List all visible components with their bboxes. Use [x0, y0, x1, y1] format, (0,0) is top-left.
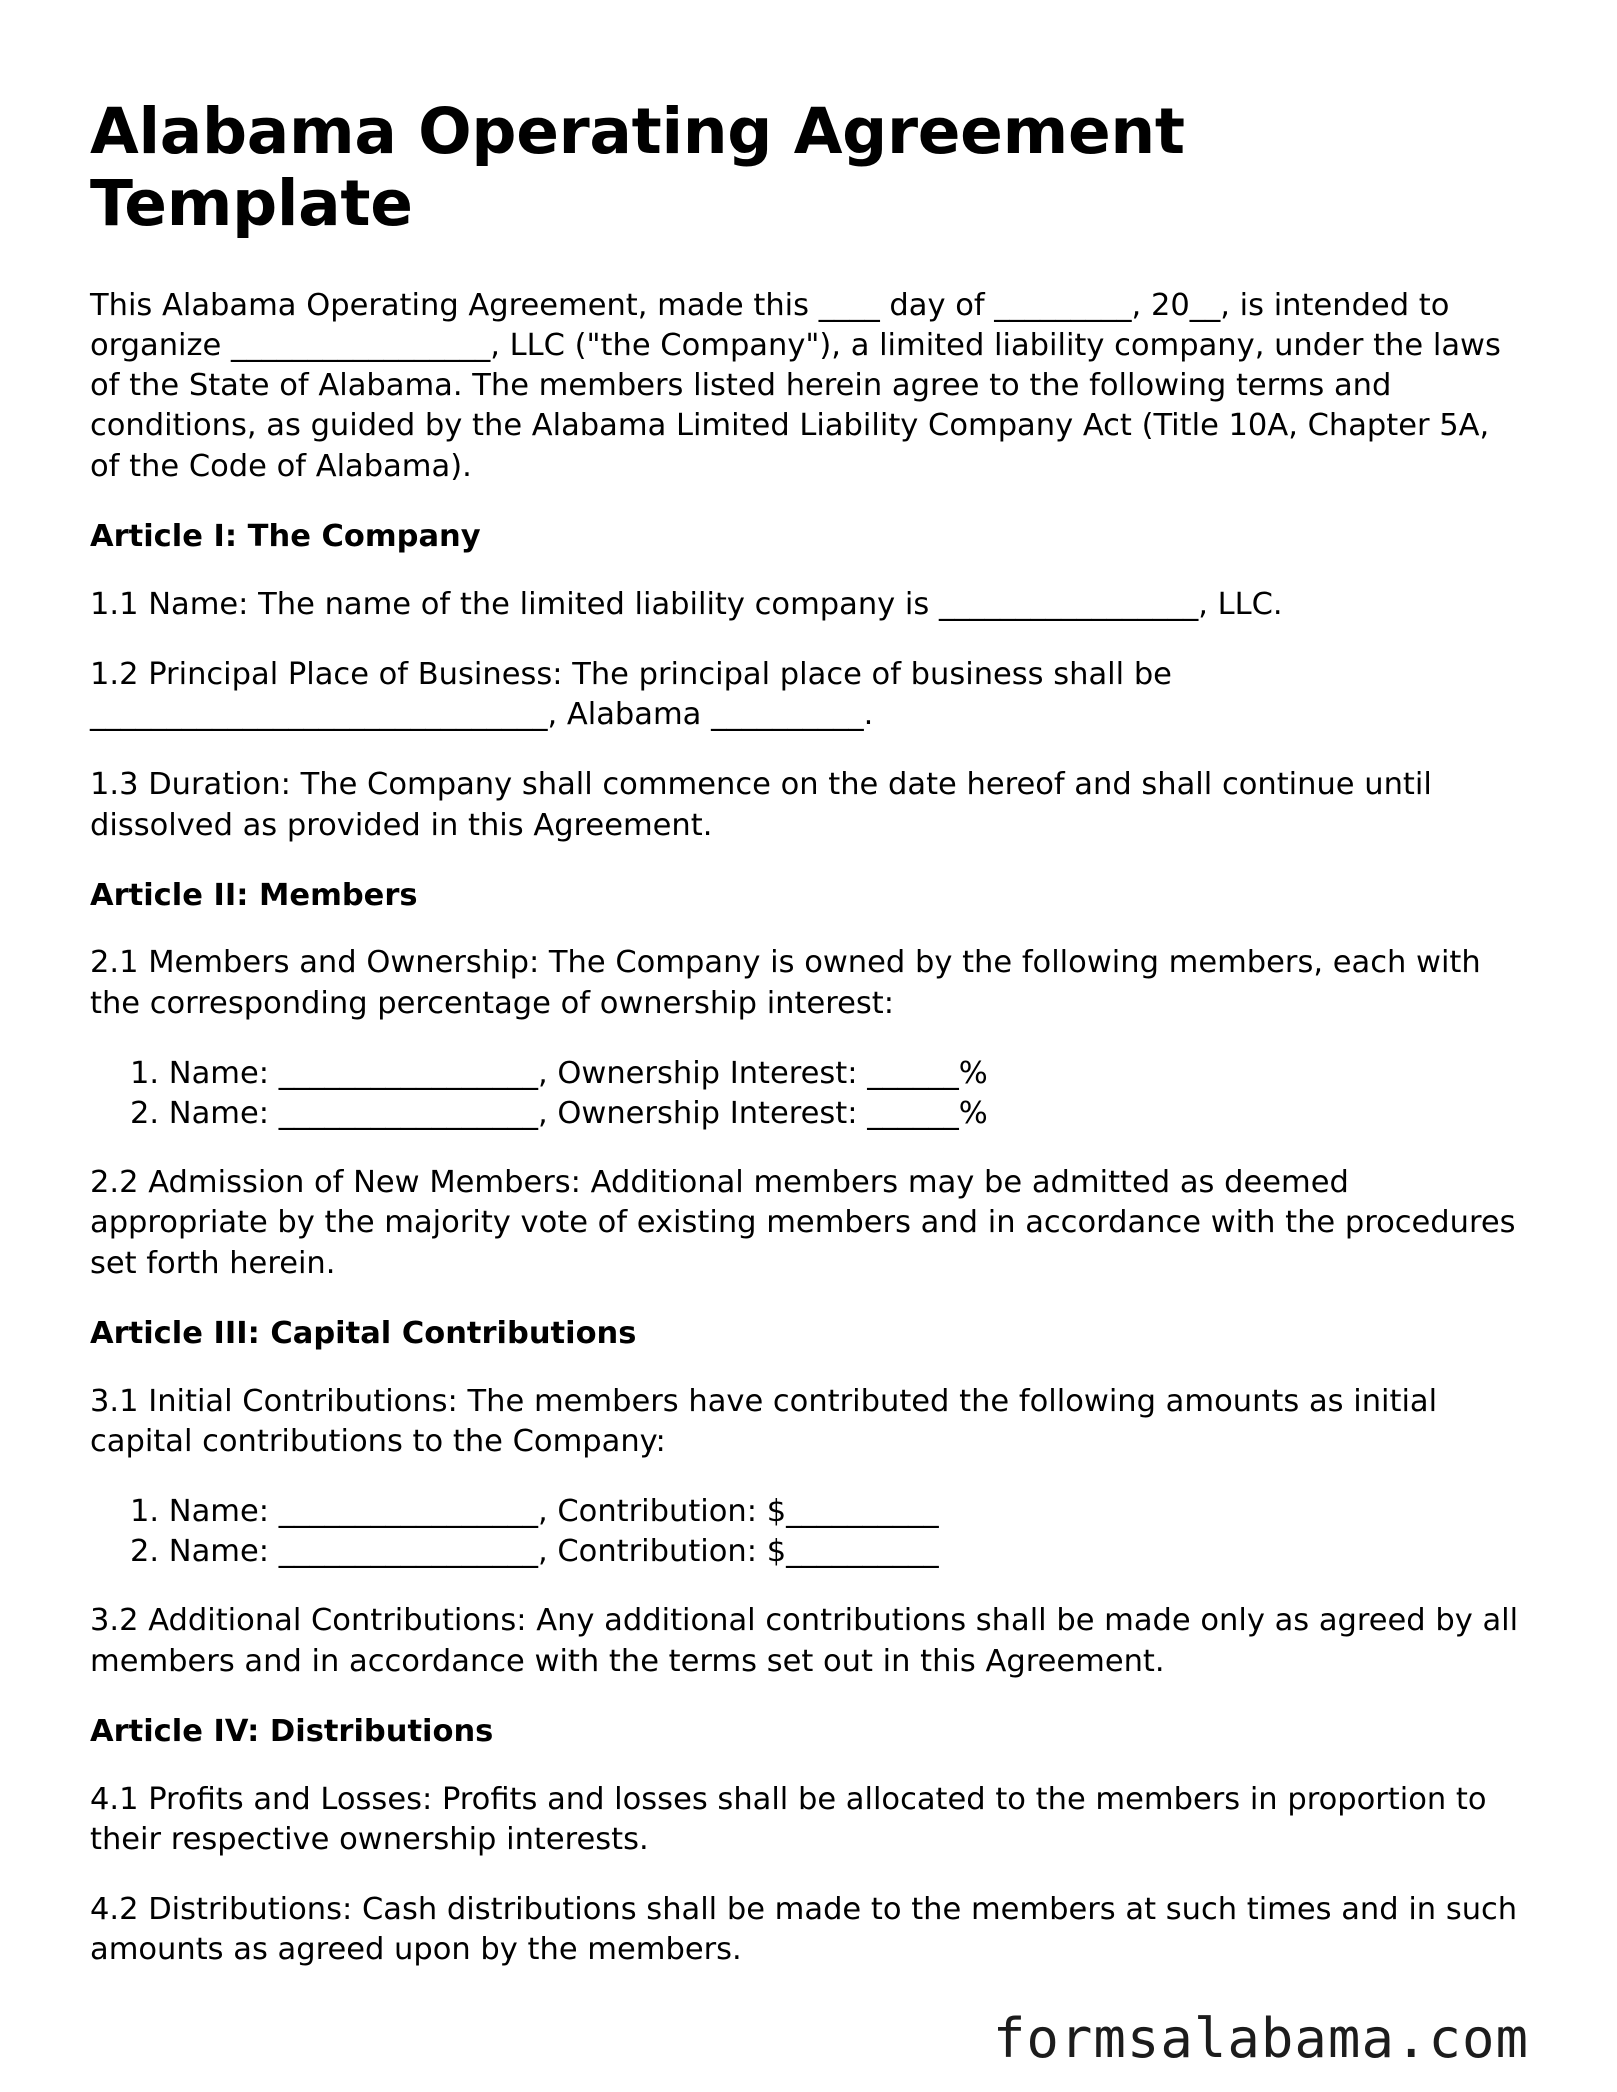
footer-watermark: formsalabama.com	[992, 2007, 1529, 2070]
article-heading-1: Article I: The Company	[90, 518, 481, 554]
capital-contributions-list	[90, 1492, 1527, 1571]
section-3-1: 3.1 Initial Contributions: The members have contributed the following amounts as initial capital contributions to the Company:	[90, 1383, 1438, 1459]
section-4-2: 4.2 Distributions: Cash distributions shall be made to the members at such times and in such amounts as agreed upon by the members.	[90, 1892, 1518, 1968]
article-heading-3: Article III: Capital Contributions	[90, 1315, 637, 1351]
list-item: 1. Name: _________________, Ownership Interest: ______%	[130, 1055, 988, 1091]
article-heading-2: Article II: Members	[90, 877, 418, 913]
section-2-2: 2.2 Admission of New Members: Additional members may be admitted as deemed appropriate by the majority vote of existing members and in accordance with the procedures set forth herein.	[90, 1165, 1516, 1281]
page-title: Alabama Operating Agreement Template	[90, 95, 1185, 240]
section-1-2: 1.2 Principal Place of Business: The principal place of business shall be ______________________________, Alabama __________.	[90, 656, 1172, 733]
section-1-3: 1.3 Duration: The Company shall commence on the date hereof and shall continue until dissolved as provided in this Agreement.	[90, 767, 1432, 843]
list-item: 1. Name: _________________, Contribution: $__________	[130, 1494, 939, 1530]
article-heading-4: Article IV: Distributions	[90, 1713, 494, 1749]
members-ownership-list	[90, 1054, 1527, 1133]
section-4-1: 4.1 Profits and Losses: Profits and losses shall be allocated to the members in proportion to their respective ownership interests.	[90, 1781, 1487, 1857]
section-1-1: 1.1 Name: The name of the limited liability company is _________________, LLC.	[90, 586, 1283, 622]
list-item: 2. Name: _________________, Contribution: $__________	[130, 1533, 939, 1569]
intro-paragraph: This Alabama Operating Agreement, made this ____ day of _________, 20__, is intended to organize _________________, LLC ("the Company"), a limited liability company, under the laws of the State of Alabama. The members listed herein agree to the following terms and conditions, as guided by the Alabama Limited Liability Company Act (Title 10A, Chapter 5A, of the Code of Alabama).	[90, 287, 1501, 484]
list-item: 2. Name: _________________, Ownership Interest: ______%	[130, 1095, 988, 1131]
section-2-1: 2.1 Members and Ownership: The Company is owned by the following members, each with the corresponding percentage of ownership interest:	[90, 945, 1481, 1021]
section-3-2: 3.2 Additional Contributions: Any additional contributions shall be made only as agreed by all members and in accordance with the terms set out in this Agreement.	[90, 1603, 1519, 1679]
